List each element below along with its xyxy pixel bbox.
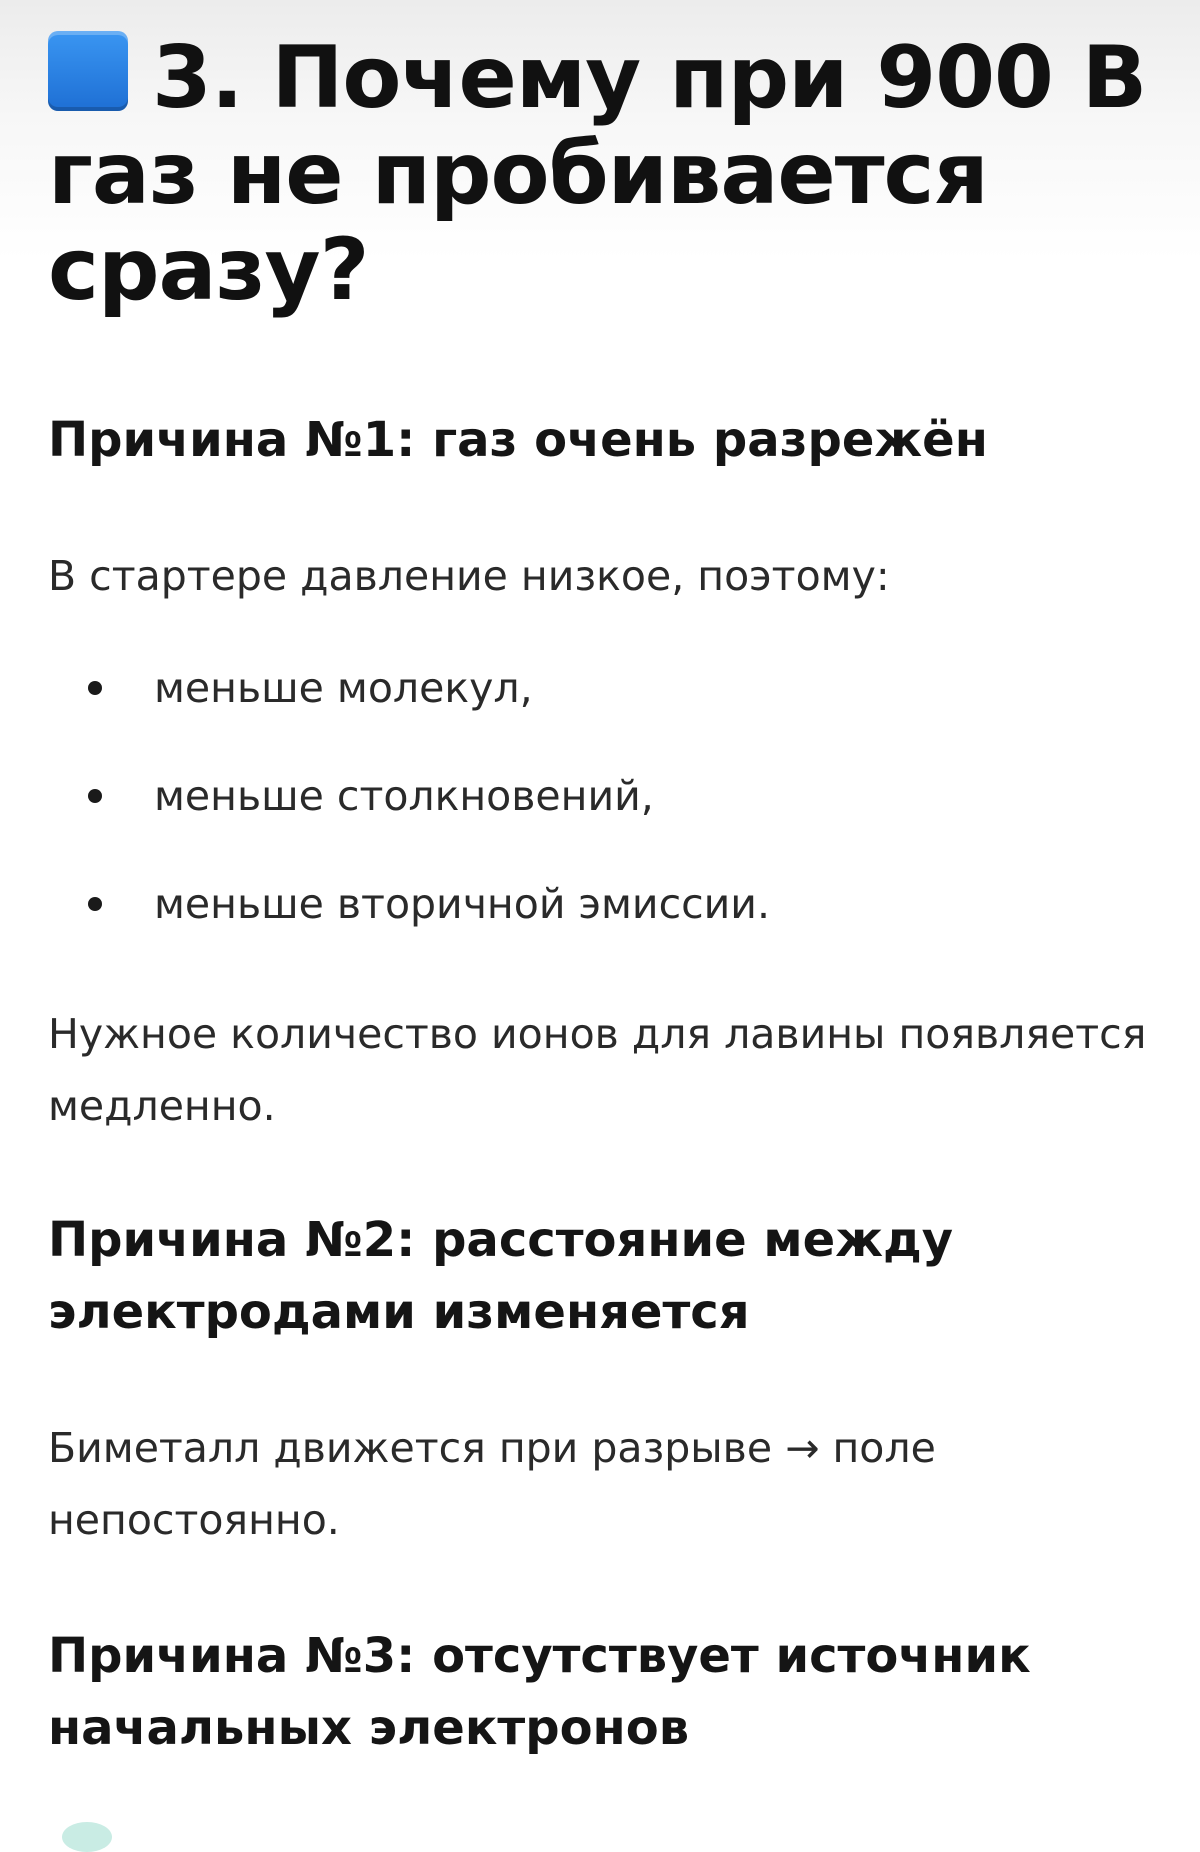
bullet-dot-icon bbox=[88, 681, 102, 695]
page-title-text: 3. Почему при 900 В газ не пробивается сразу? bbox=[48, 28, 1147, 320]
list-item-text: меньше молекул, bbox=[154, 664, 533, 712]
list-item-text: меньше столкновений, bbox=[154, 772, 654, 820]
partial-icon-cutoff bbox=[62, 1822, 112, 1852]
section-1-intro: В стартере давление низкое, поэтому: bbox=[48, 552, 890, 600]
page-title bbox=[48, 30, 1152, 318]
section-2-text: Биметалл движется при разрыве → поле непостоянно. bbox=[48, 1424, 936, 1544]
bullet-dot-icon bbox=[88, 789, 102, 803]
list-item bbox=[88, 760, 1152, 832]
section-3-heading: Причина №3: отсутствует источник начальных электронов bbox=[48, 1628, 1031, 1756]
section-1-bullet-list bbox=[48, 652, 1152, 940]
blue-square-icon bbox=[48, 31, 128, 111]
list-item bbox=[88, 652, 1152, 724]
section-1-heading: Причина №1: газ очень разрежён bbox=[48, 412, 988, 468]
list-item bbox=[88, 868, 1152, 940]
bullet-dot-icon bbox=[88, 897, 102, 911]
section-2-heading: Причина №2: расстояние между электродами изменяется bbox=[48, 1212, 954, 1340]
section-1-outro: Нужное количество ионов для лавины появляется медленно. bbox=[48, 1010, 1147, 1130]
list-item-text: меньше вторичной эмиссии. bbox=[154, 880, 770, 928]
